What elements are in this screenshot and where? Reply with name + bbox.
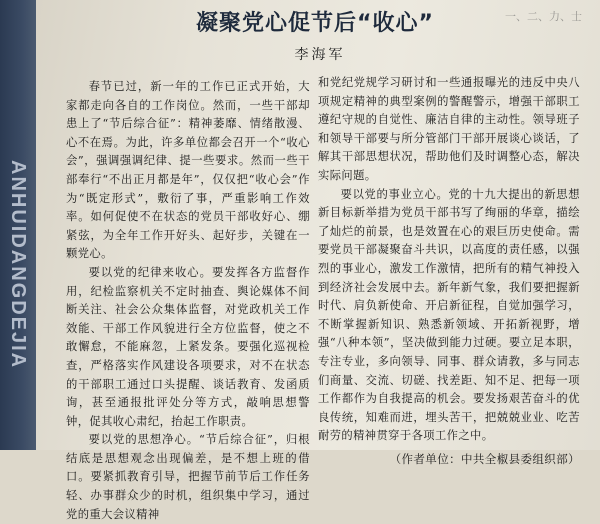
left-column [66, 78, 310, 524]
magazine-spine [0, 0, 36, 450]
right-column [318, 74, 580, 468]
author-unit: （作者单位：中共全椒县委组织部） [389, 451, 580, 466]
paragraph-career: 要以党的事业立心。党的十九大提出的新思想新目标新举措为党员干部书写了绚丽的华章，描绘了灿烂的前景，也是效置在心的艰巨历史使命。需要党员干部凝聚奋斗共识，以高度的责任感，以强烈的事业心，激发工作激情，把所有的精气神投入到经济社会发展中去。新年新气象，我们要把握新时代、肩负新使命、开启新征程，自觉加强学习，不断掌握新知识、熟悉新领域、开拓新视野，增强“八种本领”，坚决做到能力过硬。要立足本职，专注专业，多向领导、同事、群众请教，多与同志们商量、交流、切磋、找差距、知不足、把每一项工作都作为自我提高的机会。要发扬艰苦奋斗的优良传统，知难而进，埋头苦干，把兢兢业业、吃苦耐劳的精神贯穿于各项工作之中。 [318, 187, 580, 443]
article-title: 凝聚党心促节后“收心” [196, 11, 434, 36]
paragraph-thought: 要以党的思想净心。“节后综合征”，归根结底是思想观念出现偏差，是不想上班的借口。要紧抓教育引导，把握节前节后工作任务轻、办事群众少的时机，组织集中学习，通过党的重大会议精神 [66, 433, 310, 521]
paragraph-discipline: 要以党的纪律来收心。要发挥各方监督作用，纪检监察机关不定时抽查、舆论媒体不间断关注、社会公众集体监督，对党政机关工作效能、干部工作风貌进行全方位监督，使之不敢懈怠，不能麻忽，上紧发条。要强化巡视检查，严格落实作风建设各项要求，对不在状态的干部职工通过口头提醒、谈话教育、发函质询，甚至通报批评处分等方式，敲响思想警钟，促其收心肃纪，抬起工作职责。 [66, 265, 310, 428]
bleed-through-text: 一、二、力、士 [505, 10, 582, 23]
paragraph-thought-continued: 和党纪党规学习研讨和一些通报曝光的违反中央八项规定精神的典型案例的警醒警示，增强干部职工遵纪守规的自觉性、廉洁自律的主动性。领导班子和领导干部要与所分管部门干部开展谈心谈话，了解其干部思想状况，帮助他们及时调整心态，解决实际问题。 [318, 76, 580, 182]
paragraph-intro: 春节已过，新一年的工作已正式开始，大家都走向各自的工作岗位。然而，一些干部却患上了“节后综合征”：精神萎靡、情绪散漫、心不在焉。为此，许多单位都会召开一个“收心会”，强调强调纪律、提一些要求。然而一些干部奉行“不出正月都是年”，仅仅把“收心会”作为“既定形式”，敷衍了事，严重影响工作效率。如何促使不在状态的党员干部收好心、绷紧弦，为全年工作开好头、起好步，关键在一颗党心。 [66, 80, 310, 261]
spine-title: ANHUIDANGDEJIA [7, 160, 29, 370]
article-author: 李海军 [294, 47, 346, 63]
